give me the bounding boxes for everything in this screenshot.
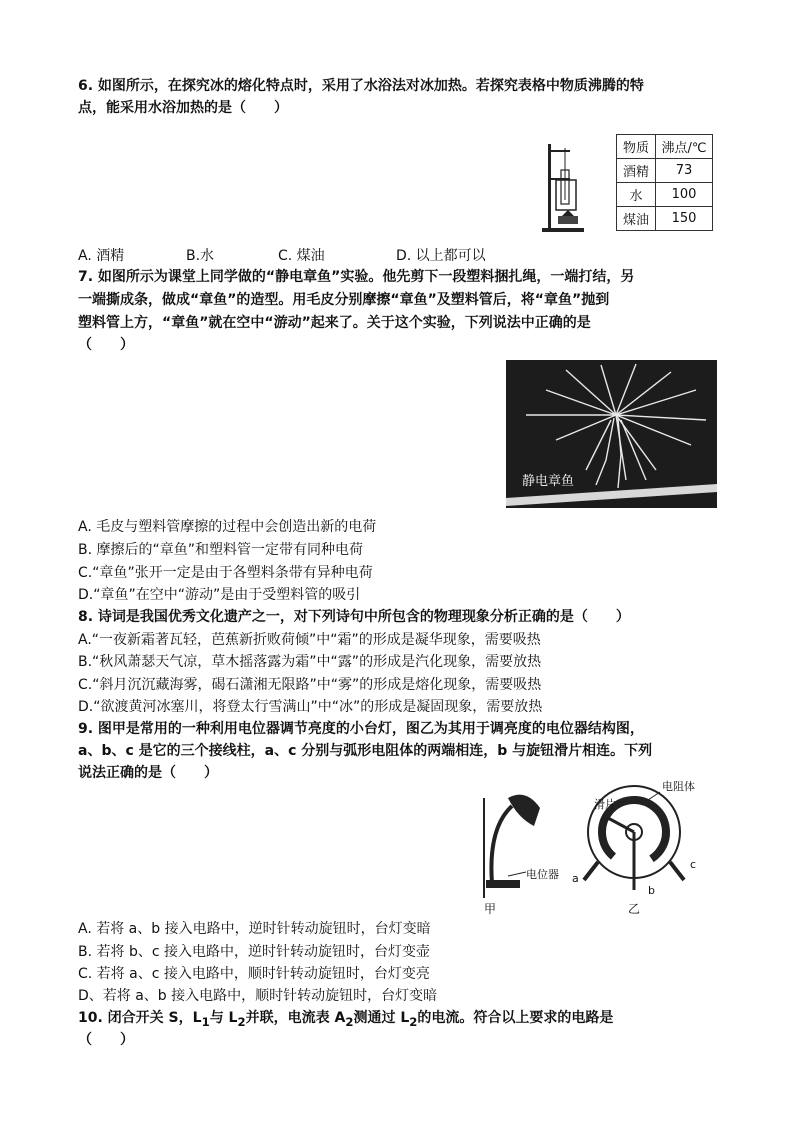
q8-stem: 8. 诗词是我国优秀文化遗产之一，对下列诗句中所包含的物理现象分析正确的是（ ） bbox=[78, 609, 630, 625]
terminal-a-label: a bbox=[572, 872, 579, 885]
q8-option-c: C.“斜月沉沉藏海雾，碣石潇湘无限路”中“雾”的形成是熔化现象，需要吸热 bbox=[78, 677, 542, 693]
q6-option-b: B.水 bbox=[186, 248, 215, 264]
q10-text-part5: 的电流。符合以上要求的电路是 bbox=[417, 1010, 614, 1026]
q9-option-b: B. 若将 b、c 接入电路中，逆时针转动旋钮时，台灯变壶 bbox=[78, 944, 430, 960]
photo-caption: 静电章鱼 bbox=[522, 474, 575, 489]
q10-text-part3: 并联，电流表 A bbox=[245, 1010, 346, 1026]
q7-stem-line4: （ ） bbox=[78, 337, 134, 353]
table-header-cell: 物质 bbox=[617, 135, 656, 159]
q9-stem-line2: a、b、c 是它的三个接线柱，a、c 分别与弧形电阻体的两端相连，b 与旋钮滑片相连。下列 bbox=[78, 743, 653, 759]
table-header-cell: 沸点/℃ bbox=[656, 135, 713, 159]
slider-label: 滑片 bbox=[594, 798, 616, 811]
table-header-row bbox=[617, 135, 713, 159]
table-row bbox=[617, 159, 713, 183]
q9-option-a: A. 若将 a、b 接入电路中，逆时针转动旋钮时，台灯变暗 bbox=[78, 921, 431, 937]
water-bath-apparatus-figure bbox=[538, 140, 588, 235]
q10-stem-line2: （ ） bbox=[78, 1032, 134, 1048]
table-cell: 煤油 bbox=[617, 207, 656, 231]
terminal-b-label: b bbox=[648, 884, 655, 897]
q7-option-b: B. 摩擦后的“章鱼”和塑料管一定带有同种电荷 bbox=[78, 542, 364, 558]
table-cell: 水 bbox=[617, 183, 656, 207]
q10-sub-2: 2 bbox=[237, 1014, 246, 1029]
q10-text-part4: 测通过 L bbox=[353, 1010, 410, 1026]
q6-stem-line1: 6. 如图所示，在探究冰的熔化特点时，采用了水浴法对冰加热。若探究表格中物质沸腾的特 bbox=[78, 78, 644, 94]
table-row bbox=[617, 207, 713, 231]
q9-option-c: C. 若将 a、c 接入电路中，顺时针转动旋钮时，台灯变亮 bbox=[78, 966, 430, 982]
q7-stem-line2: 一端撕成条，做成“章鱼”的造型。用毛皮分别摩擦“章鱼”及塑料管后，将“章鱼”抛到 bbox=[78, 292, 610, 308]
resistor-label: 电阻体 bbox=[662, 780, 695, 793]
static-octopus-photo bbox=[506, 360, 717, 508]
figure-jia-label: 甲 bbox=[484, 902, 497, 916]
q6-option-a: A. 酒精 bbox=[78, 248, 125, 264]
table-cell: 150 bbox=[656, 207, 713, 231]
table-cell: 酒精 bbox=[617, 159, 656, 183]
figure-yi-label: 乙 bbox=[628, 902, 641, 916]
q6-option-c: C. 煤油 bbox=[278, 248, 325, 264]
q7-option-c: C.“章鱼”张开一定是由于各塑料条带有异种电荷 bbox=[78, 565, 373, 581]
q10-text-part2: 与 L bbox=[209, 1010, 238, 1026]
q10-sub-1: 1 bbox=[201, 1014, 210, 1029]
terminal-c-label: c bbox=[690, 858, 697, 871]
q7-stem-line3: 塑料管上方，“章鱼”就在空中“游动”起来了。关于这个实验，下列说法中正确的是 bbox=[78, 315, 591, 331]
q7-option-a: A. 毛皮与塑料管摩擦的过程中会创造出新的电荷 bbox=[78, 519, 377, 535]
q8-option-b: B.“秋风萧瑟天气凉，草木摇落露为霜”中“露”的形成是汽化现象，需要放热 bbox=[78, 654, 542, 670]
device-label: 电位器 bbox=[526, 868, 559, 881]
boiling-point-table bbox=[616, 134, 713, 231]
q10-stem-line1 bbox=[78, 1008, 613, 1032]
q10-text-part1: 10. 闭合开关 S，L bbox=[78, 1010, 202, 1026]
q8-option-a: A.“一夜新霜著瓦轻，芭蕉新折败荷倾”中“霜”的形成是凝华现象，需要吸热 bbox=[78, 632, 541, 648]
q8-option-d: D.“欲渡黄河冰塞川，将登太行雪满山”中“冰”的形成是凝固现象，需要放热 bbox=[78, 699, 543, 715]
desk-lamp-figure bbox=[478, 788, 578, 916]
q9-stem-line3: 说法正确的是（ ） bbox=[78, 765, 218, 781]
q7-stem-line1: 7. 如图所示为课堂上同学做的“静电章鱼”实验。他先剪下一段塑料捆扎绳，一端打结，另 bbox=[78, 269, 635, 285]
q9-option-d: D、若将 a、b 接入电路中，顺时针转动旋钮时，台灯变暗 bbox=[78, 988, 438, 1004]
table-cell: 73 bbox=[656, 159, 713, 183]
q10-sub-3: 2 bbox=[345, 1014, 354, 1029]
q9-stem-line1: 9. 图甲是常用的一种利用电位器调节亮度的小台灯，图乙为其用于调亮度的电位器结构图， bbox=[78, 721, 644, 737]
table-cell: 100 bbox=[656, 183, 713, 207]
q10-sub-4: 2 bbox=[409, 1014, 418, 1029]
q6-stem-line2: 点，能采用水浴加热的是（ ） bbox=[78, 100, 288, 116]
table-row bbox=[617, 183, 713, 207]
q7-option-d: D.“章鱼”在空中“游动”是由于受塑料管的吸引 bbox=[78, 587, 361, 603]
q6-option-d: D. 以上都可以 bbox=[396, 248, 486, 264]
